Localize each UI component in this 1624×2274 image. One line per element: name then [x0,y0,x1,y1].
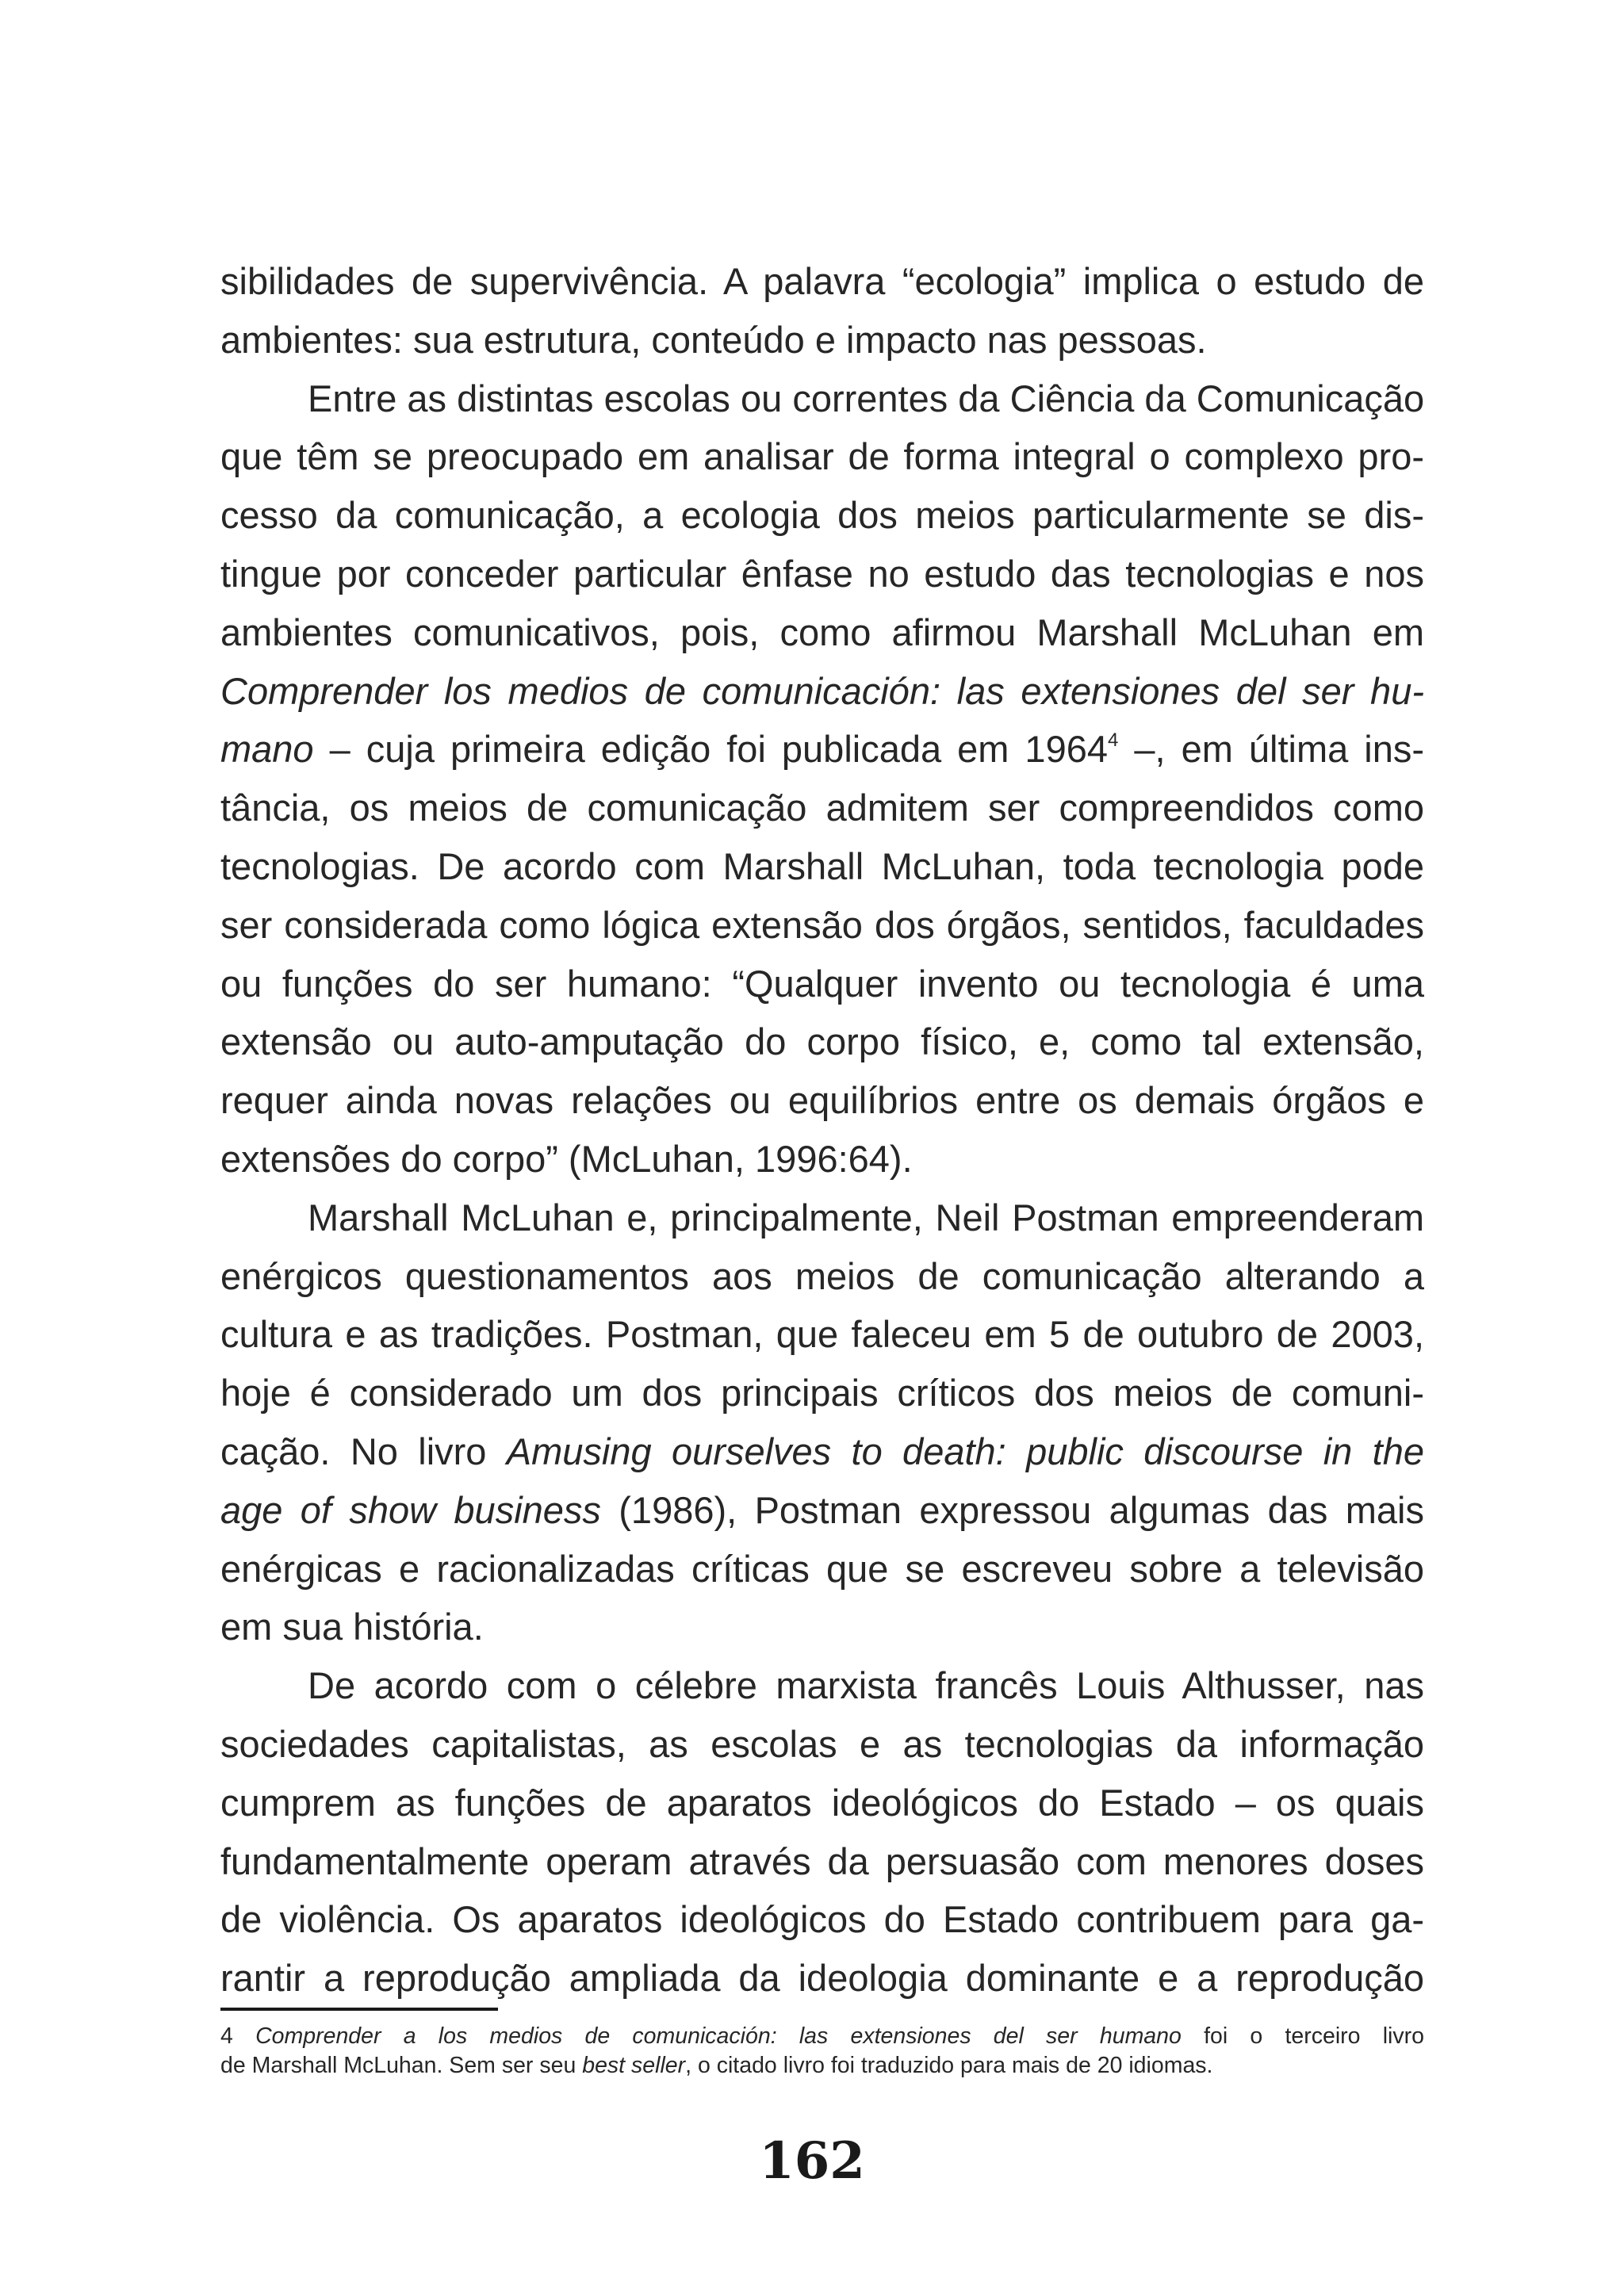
text-segment: ou funções do ser humano: “Qualquer invento ou tecnologia é uma [220,962,1424,1005]
book-title-italic: Comprender los medios de comunicación: las extensiones del ser hu- [220,669,1424,712]
footnote-line [220,2022,1424,2051]
book-title-italic: Comprender a los medios de comunicación: las extensiones del ser humano [255,2023,1182,2049]
text-line [220,837,1424,896]
text-segment: ambientes: sua estrutura, conteúdo e impacto nas pessoas. [220,318,1207,361]
text-line [220,1949,1424,2008]
text-line [220,1189,1424,1247]
footnote-number: 4 [220,2023,256,2049]
text-line [220,486,1424,545]
text-line [220,1305,1424,1364]
footnote-line [220,2051,1424,2081]
text-segment: cação. No livro [220,1430,507,1472]
text-line [220,1013,1424,1071]
book-title-italic: mano [220,728,314,771]
text-segment: rantir a reprodução ampliada da ideologia dominante e a reprodução [220,1957,1424,2000]
text-line [220,1715,1424,1774]
text-line [220,955,1424,1013]
text-segment: fundamentalmente operam através da persuasão com menores doses [220,1839,1424,1882]
text-segment: cesso da comunicação, a ecologia dos meios particularmente se dis- [220,494,1424,537]
text-segment: em sua história. [220,1606,484,1648]
text-segment: –, em última ins- [1118,728,1424,771]
text-line [220,311,1424,369]
text-segment: que têm se preocupado em analisar de forma integral o complexo pro- [220,435,1424,478]
book-title-italic: age of show business [220,1488,601,1531]
text-segment: tância, os meios de comunicação admitem ser compreendidos como [220,787,1424,829]
text-segment: (1986), Postman expressou algumas das mais [600,1488,1424,1531]
text-segment: , o citado livro foi traduzido para mais de 20 idiomas. [685,2053,1213,2078]
text-line [220,896,1424,955]
text-line [220,1890,1424,1949]
footnote-reference[interactable]: 4 [1108,729,1119,752]
text-line [220,603,1424,662]
text-line [220,1774,1424,1832]
footnote-divider [220,2008,498,2011]
text-line [220,1540,1424,1598]
text-line [220,427,1424,486]
body-text [220,252,1424,2008]
text-line [220,545,1424,603]
text-segment: requer ainda novas relações ou equilíbrios entre os demais órgãos e [220,1079,1424,1122]
text-line [220,369,1424,428]
text-segment: tingue por conceder particular ênfase no estudo das tecnologias e nos [220,552,1424,595]
text-line [220,1598,1424,1656]
text-segment: Entre as distintas escolas ou correntes da Ciência da Comunicação [308,377,1425,419]
text-segment: De acordo com o célebre marxista francês Louis Althusser, nas [308,1664,1424,1707]
text-line [220,1481,1424,1540]
emphasis-italic: best seller [582,2053,686,2078]
text-segment: de violência. Os aparatos ideológicos do Estado contribuem para ga- [220,1898,1424,1941]
text-segment: extensões do corpo” (McLuhan, 1996:64). [220,1137,913,1180]
text-segment: Marshall McLuhan e, principalmente, Neil Postman empreenderam [308,1196,1424,1238]
book-title-italic: Amusing ourselves to death: public discourse in the [506,1430,1425,1472]
text-line [220,662,1424,721]
text-line [220,1071,1424,1130]
text-line [220,1130,1424,1189]
text-segment: sociedades capitalistas, as escolas e as tecnologias da informação [220,1722,1424,1765]
text-segment: – cuja primeira edição foi publicada em 1964 [313,728,1108,771]
text-segment: hoje é considerado um dos principais críticos dos meios de comuni- [220,1372,1424,1415]
text-segment: cultura e as tradições. Postman, que faleceu em 5 de outubro de 2003, [220,1313,1424,1356]
text-line [220,1656,1424,1715]
text-segment: sibilidades de supervivência. A palavra “ecologia” implica o estudo de [220,260,1424,302]
text-segment: extensão ou auto-amputação do corpo físico, e, como tal extensão, [220,1020,1424,1063]
footnote [220,2022,1424,2081]
text-line [220,1422,1424,1481]
page-number: 162 [759,2131,865,2191]
text-line [220,720,1424,779]
text-segment: ser considerada como lógica extensão dos órgãos, sentidos, faculdades [220,903,1424,946]
text-line [220,779,1424,837]
text-segment: foi o terceiro livro [1181,2023,1424,2049]
text-segment: tecnologias. De acordo com Marshall McLuhan, toda tecnologia pode [220,844,1424,887]
text-segment: ambientes comunicativos, pois, como afirmou Marshall McLuhan em [220,611,1424,653]
text-segment: enérgicas e racionalizadas críticas que se escreveu sobre a televisão [220,1547,1424,1590]
text-line [220,252,1424,311]
text-line [220,1364,1424,1422]
text-line [220,1832,1424,1891]
text-segment: cumprem as funções de aparatos ideológicos do Estado – os quais [220,1781,1424,1824]
text-line [220,1247,1424,1306]
text-segment: de Marshall McLuhan. Sem ser seu [220,2053,583,2078]
text-segment: enérgicos questionamentos aos meios de comunicação alterando a [220,1254,1424,1297]
